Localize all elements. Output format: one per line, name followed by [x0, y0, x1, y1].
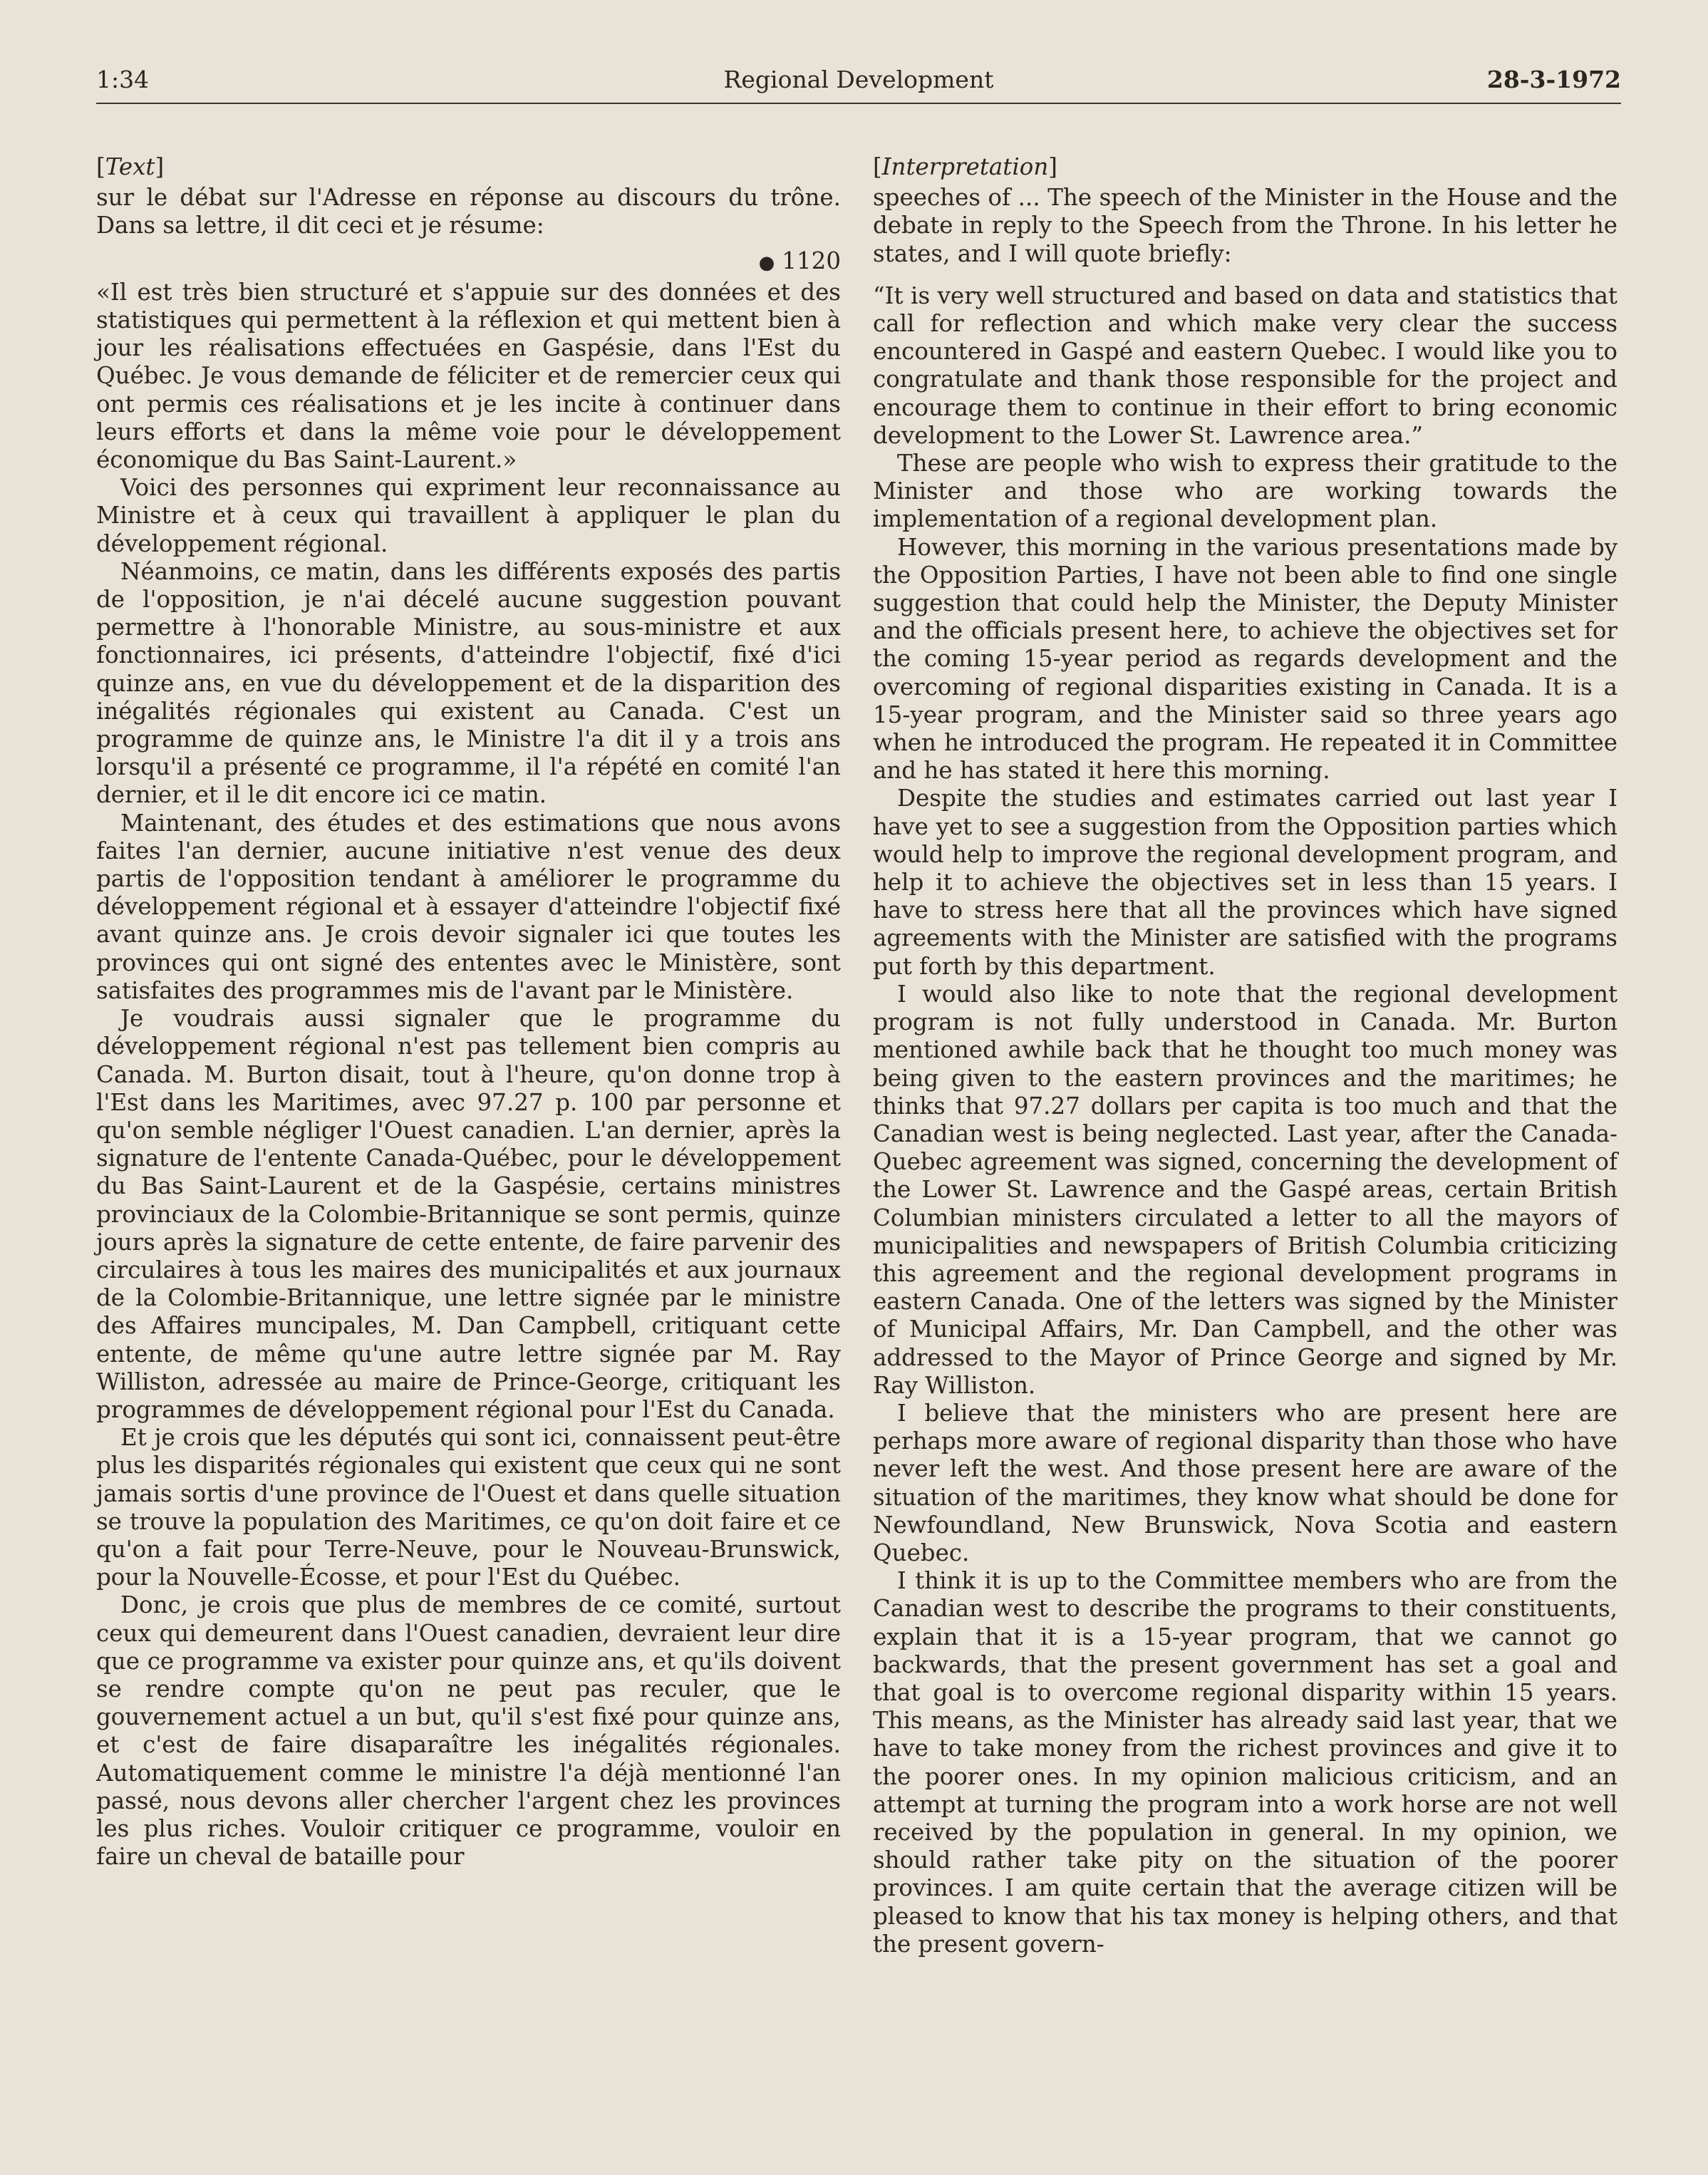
paragraph: However, this morning in the various presentations made by the Opposition Parties, I have not been able to find one single suggestion that could help the Minister, the Deputy Minister and the officials present here, to achieve the objectives set for the coming 15-year period as regards development and the overcoming of regional disparities existing in Canada. It is a 15-year program, and the Minister said so three years ago when he introduced the program. He repeated it in Committee and he has stated it here this morning.	[873, 533, 1618, 785]
paragraph: I think it is up to the Committee members who are from the Canadian west to describe the programs to their constituents, explain that it is a 15-year program, that we cannot go backwards, that the present government has set a goal and that goal is to overcome regional disparity within 15 years. This means, as the Minister has already said last year, that we have to take money from the richest provinces and give it to the poorer ones. In my opinion malicious criticism, and an attempt at turning the program into a work horse are not well received by the population in general. In my opinion, we should rather take pity on the situation of the poorer provinces. I am quite certain that the average citizen will be pleased to know that his tax money is helping others, and that the present govern-	[873, 1567, 1618, 1958]
paragraph: Je voudrais aussi signaler que le programme du développement régional n'est pas tellement bien compris au Canada. M. Burton disait, tout à l'heure, qu'on donne trop à l'Est dans les Maritimes, avec 97.27 p. 100 par personne et qu'on semble négliger l'Ouest canadien. L'an dernier, après la signature de l'entente Canada-Québec, pour le développement du Bas Saint-Laurent et de la Gaspésie, certains ministres provinciaux de la Colombie-Britannique se sont permis, quinze jours après la signature de cette entente, de faire parvenir des circulaires à tous les maires des municipalités et aux journaux de la Colombie-Britannique, une lettre signée par le ministre des Affaires muncipales, M. Dan Campbell, critiquant cette entente, de même qu'une autre lettre signée par M. Ray Williston, adressée au maire de Prince-George, critiquant les programmes de développement régional pour l'Est du Canada.	[96, 1005, 841, 1423]
paragraph: Voici des personnes qui expriment leur reconnaissance au Ministre et à ceux qui travaillent à appliquer le plan du développement régional.	[96, 474, 841, 557]
column-label: [Interpretation]	[873, 153, 1057, 180]
intro-paragraph: sur le débat sur l'Adresse en réponse au discours du trône. Dans sa lettre, il dit ceci et je résume:	[96, 184, 841, 239]
paragraph: I believe that the ministers who are present here are perhaps more aware of regional disparity than those who have never left the west. And those present here are aware of the situation of the maritimes, they know what should be done for Newfoundland, New Brunswick, Nova Scotia and eastern Quebec.	[873, 1399, 1618, 1566]
page-number: 1:34	[96, 66, 150, 93]
french-column	[96, 153, 841, 1871]
paragraph: Néanmoins, ce matin, dans les différents exposés des partis de l'opposition, je n'ai décelé aucune suggestion pouvant permettre à l'honorable Ministre, au sous-ministre et aux fonctionnaires, ici présents, d'atteindre l'objectif, fixé d'ici quinze ans, en vue du développement et de la disparition des inégalités régionales qui existent au Canada. C'est un programme de quinze ans, le Ministre l'a dit il y a trois ans lorsqu'il a présenté ce programme, il l'a répété en comité l'an dernier, et il le dit encore ici ce matin.	[96, 557, 841, 809]
paragraph: Despite the studies and estimates carried out last year I have yet to see a suggestion from the Opposition parties which would help to improve the regional development program, and help it to achieve the objectives set in less than 15 years. I have to stress here that all the provinces which have signed agreements with the Minister are satisfied with the programs put forth by this department.	[873, 785, 1618, 980]
column-label: [Text]	[96, 153, 165, 180]
paragraph: These are people who wish to express their gratitude to the Minister and those who are working towards the implementation of a regional development plan.	[873, 450, 1618, 533]
header-rule	[96, 103, 1621, 104]
running-title: Regional Development	[723, 66, 994, 93]
paragraph: Et je crois que les députés qui sont ici, connaissent peut-être plus les disparités régionales qui existent que ceux qui ne sont jamais sortis d'une province de l'Ouest et dans quelle situation se trouve la population des Maritimes, ce qu'on doit faire et ce qu'on a fait pour Terre-Neuve, pour le Nouveau-Brunswick, pour la Nouvelle-Écosse, et pour l'Est du Québec.	[96, 1424, 841, 1591]
paragraph: Maintenant, des études et des estimations que nous avons faites l'an dernier, aucune initiative n'est venue des deux partis de l'opposition tendant à améliorer le programme du développement régional et à essayer d'atteindre l'objectif fixé avant quinze ans. Je crois devoir signaler ici que toutes les provinces qui ont signé des ententes avec le Ministère, sont satisfaites des programmes mis de l'avant par le Ministère.	[96, 809, 841, 1004]
quote-paragraph: «Il est très bien structuré et s'appuie sur des données et des statistiques qui permettent à la réflexion et qui mettent bien à jour les réalisations effectuées en Gaspésie, dans l'Est du Québec. Je vous demande de féliciter et de remercier ceux qui ont permis ces réalisations et je les incite à continuer dans leurs efforts et dans la même voie pour le développement économique du Bas Saint-Laurent.»	[96, 278, 841, 474]
quote-paragraph: “It is very well structured and based on data and statistics that call for reflection and which make very clear the success encountered in Gaspé and eastern Quebec. I would like you to congratulate and thank those responsible for the project and encourage them to continue in their effort to bring economic development to the Lower St. Lawrence area.”	[873, 281, 1618, 449]
page-header	[96, 66, 1621, 101]
time-marker: ● 1120	[758, 247, 841, 274]
header-date: 28-3-1972	[1486, 66, 1621, 93]
english-column	[873, 153, 1618, 1958]
paragraph: I would also like to note that the regional development program is not fully understood in Canada. Mr. Burton mentioned awhile back that he thought too much money was being given to the eastern provinces and the maritimes; he thinks that 97.27 dollars per capita is too much and that the Canadian west is being neglected. Last year, after the Canada-Quebec agreement was signed, concerning the development of the Lower St. Lawrence and the Gaspé areas, certain British Columbian ministers circulated a letter to all the mayors of municipalities and newspapers of British Columbia criticizing this agreement and the regional development programs in eastern Canada. One of the letters was signed by the Minister of Municipal Affairs, Mr. Dan Campbell, and the other was addressed to the Mayor of Prince George and signed by Mr. Ray Williston.	[873, 980, 1618, 1399]
paragraph: Donc, je crois que plus de membres de ce comité, surtout ceux qui demeurent dans l'Ouest canadien, devraient leur dire que ce programme va exister pour quinze ans, et qu'ils doivent se rendre compte qu'on ne peut pas reculer, que le gouvernement actuel a un but, qu'il s'est fixé pour quinze ans, et c'est de faire disaparaître les inégalités régionales. Automatiquement comme le ministre l'a déjà mentionné l'an passé, nous devons aller chercher l'argent chez les provinces les plus riches. Vouloir critiquer ce programme, vouloir en faire un cheval de bataille pour	[96, 1591, 841, 1871]
intro-paragraph: speeches of ... The speech of the Minister in the House and the debate in reply to the Speech from the Throne. In his letter he states, and I will quote briefly:	[873, 184, 1618, 267]
